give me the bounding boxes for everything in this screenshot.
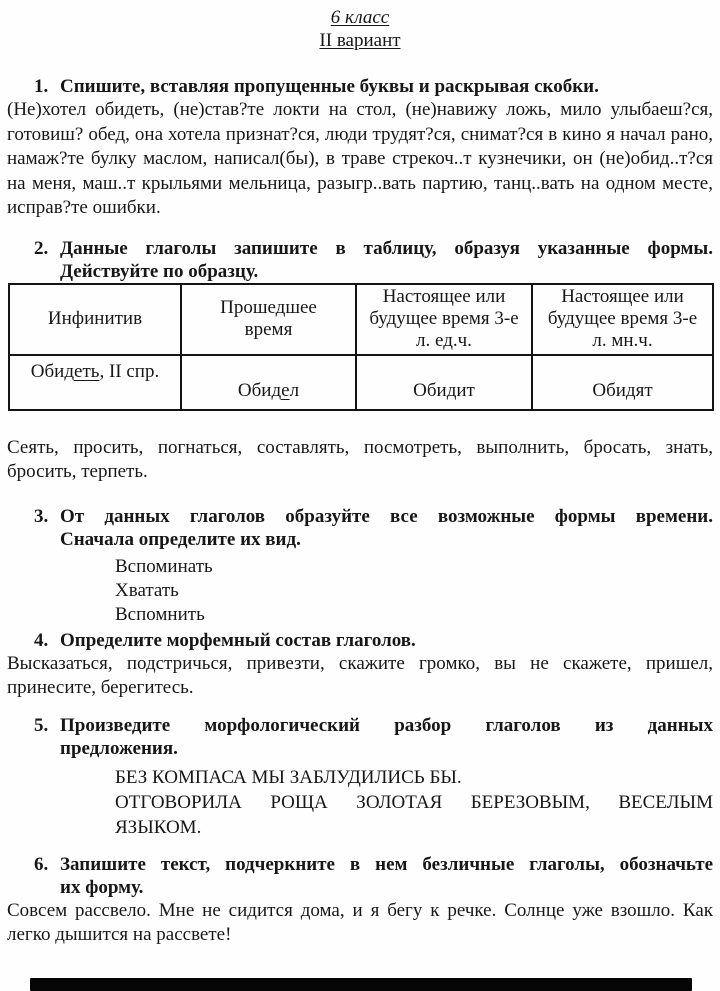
- exercise-3-number: 3.: [34, 505, 49, 527]
- infinitive-conjugation-note: , II спр.: [99, 360, 160, 382]
- col-header-infinitive: Инфинитив: [9, 284, 181, 355]
- infinitive-stem: Обид: [30, 360, 75, 382]
- past-stem: Обид: [237, 379, 282, 401]
- exercise-5-sentences: [115, 765, 713, 840]
- cell-infinitive-example: [9, 355, 181, 410]
- exercise-2-heading-line-2: Действуйте по образцу.: [60, 260, 259, 282]
- exercise-4-heading: [0, 629, 713, 652]
- exercise-6: [0, 853, 720, 948]
- col-header-present-singular: Настоящее или будущее время 3-е л. ед.ч.: [356, 284, 532, 355]
- exercise-1: [0, 75, 720, 221]
- exercise-2-number: 2.: [34, 237, 49, 259]
- col-header-past-tense: Прошедшее время: [181, 284, 356, 355]
- exercise-6-heading-line-2: их форму.: [60, 876, 144, 898]
- exercise-3-verb-list: [115, 555, 720, 627]
- past-suffix: л: [289, 379, 300, 401]
- col-header-present-plural: Настоящее или будущее время 3-е л. мн.ч.: [532, 284, 713, 355]
- exercise-6-text: Совсем рассвело. Мне не сидится дома, и я бегу к речке. Солнце уже взошло. Как легко дышится на рассвете!: [7, 899, 713, 945]
- exercise-6-number: 6.: [34, 853, 49, 875]
- exercise-2-heading-line-1: Данные глаголы запишите в таблицу, образуя указанные формы.: [60, 237, 713, 259]
- exercise-2-heading: [0, 237, 713, 283]
- exercise-1-number: 1.: [34, 76, 49, 97]
- exercise-4-number: 4.: [34, 629, 49, 651]
- exercise-1-heading: [0, 75, 713, 98]
- table-header-row: [9, 284, 713, 355]
- exercise-5-heading-line-1: Произведите морфологический разбор глаголов из данных: [60, 714, 713, 736]
- document-title: [0, 0, 720, 52]
- exercise-2: [0, 237, 720, 485]
- cell-present-singular-example: Обидит: [356, 355, 532, 410]
- variant-title-line: [0, 30, 720, 53]
- exercise-3-heading-line-2: Сначала определите их вид.: [60, 528, 301, 550]
- sentence-line: ОТГОВОРИЛА РОЩА ЗОЛОТАЯ БЕРЕЗОВЫМ, ВЕСЕЛЫМ: [115, 791, 713, 813]
- exercise-4: [0, 629, 720, 701]
- exercise-3-heading: [0, 505, 713, 551]
- cell-past-tense-example: [181, 355, 356, 410]
- exercise-1-heading-text: Спишите, вставляя пропущенные буквы и раскрывая скобки.: [60, 76, 599, 97]
- table-example-row: [9, 355, 713, 410]
- exercise-1-text: (Не)хотел обидеть, (не)став?те локти на стол, (не)навижу ложь, мило улыбаеш?ся, готовиш? обед, она хотела признат?ся, люди трудят?ся, снимат?ся в кино я начал рано, намаж?те булку маслом, написал(бы), в траве стрекоч..т кузнечики, он (не)обид..т?ся на меня, маш..т крыльями мельница, разыгр..вать партию, танц..вать на одном месте, исправ?те ошибки.: [7, 99, 713, 218]
- scan-edge-artifact: [30, 978, 692, 991]
- grade-title-line: [0, 7, 720, 30]
- exercise-2-word-list: Сеять, просить, погнаться, составлять, посмотреть, выполнить, бросать, знать, бросить, терпеть.: [7, 436, 713, 482]
- exercise-4-heading-text: Определите морфемный состав глаголов.: [60, 629, 416, 651]
- exercise-5-number: 5.: [34, 714, 49, 736]
- list-item: Вспоминать: [115, 555, 213, 577]
- cell-present-plural-example: Обидят: [532, 355, 713, 410]
- exercise-6-heading: [0, 853, 713, 899]
- exercise-5: [0, 714, 720, 840]
- verb-forms-table: [8, 283, 714, 411]
- sentence-line: БЕЗ КОМПАСА МЫ ЗАБЛУДИЛИСЬ БЫ.: [115, 766, 462, 788]
- list-item: Хватать: [115, 579, 179, 601]
- exercise-5-heading-line-2: предложения.: [60, 737, 178, 759]
- exercise-4-text: Высказаться, подстричься, привезти, скажите громко, вы не скажете, пришел, принесите, берегитесь.: [7, 652, 713, 698]
- exercise-3-heading-line-1: От данных глаголов образуйте все возможные формы времени.: [60, 505, 713, 527]
- exercise-3: [0, 505, 720, 627]
- sentence-line: ЯЗЫКОМ.: [115, 816, 202, 838]
- list-item: Вспомнить: [115, 603, 205, 625]
- exercise-6-heading-line-1: Запишите текст, подчеркните в нем безличные глаголы, обозначьте: [60, 853, 713, 875]
- infinitive-suffix-underlined: еть: [74, 360, 100, 382]
- past-vowel-underlined: е: [281, 379, 290, 401]
- variant-title: II вариант: [319, 29, 401, 51]
- exercise-5-heading: [0, 714, 713, 760]
- grade-title: 6 класс: [330, 7, 390, 28]
